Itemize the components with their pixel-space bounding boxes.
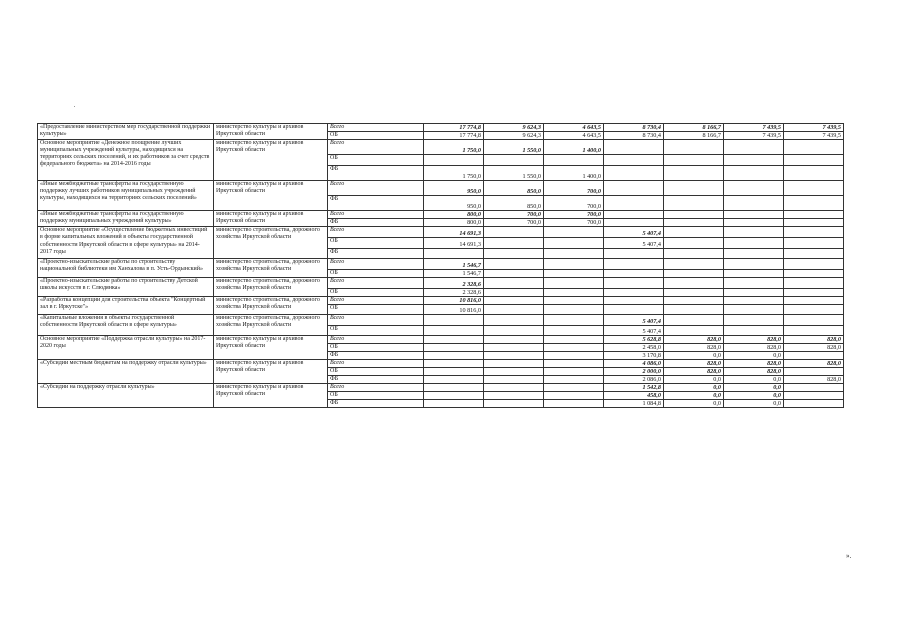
executor-cell: министерство строительства, дорожного хозяйства Иркутской области <box>214 277 328 296</box>
amount-cell-c2019: 828,0 <box>724 336 784 344</box>
amount-cell-c2016 <box>544 227 604 238</box>
amount-cell-c2019 <box>724 304 784 315</box>
amount-cell-c2016 <box>544 315 604 326</box>
amount-cell-c2015: 1 550,0 <box>484 140 544 155</box>
budget-table <box>37 123 844 408</box>
activity-name-cell: «Разработка концепции для строительства объекта "Концертный зал в г. Иркутске"» <box>38 296 214 315</box>
amount-cell-c2020 <box>784 269 844 277</box>
activity-name-cell: «Капитальные вложения в объекты государственной собственности Иркутской области в сфере культуры» <box>38 315 214 336</box>
funding-source-cell: ФБ <box>328 196 424 211</box>
amount-cell-c2019: 0,0 <box>724 376 784 384</box>
amount-cell-c2018 <box>664 219 724 227</box>
amount-cell-c2019: 828,0 <box>724 344 784 352</box>
amount-cell-c2020 <box>784 238 844 249</box>
amount-cell-c2016 <box>544 352 604 360</box>
amount-cell-c2017: 5 628,8 <box>604 336 664 344</box>
amount-cell-c2014: 17 774,8 <box>424 124 484 132</box>
amount-cell-c2018 <box>664 196 724 211</box>
amount-cell-c2015 <box>484 288 544 296</box>
amount-cell-c2017: 2 000,0 <box>604 368 664 376</box>
amount-cell-c2018 <box>664 211 724 219</box>
amount-cell-c2017 <box>604 196 664 211</box>
amount-cell-c2014: 950,0 <box>424 196 484 211</box>
executor-cell: министерство культуры и архивов Иркутской области <box>214 124 328 140</box>
amount-cell-c2015 <box>484 325 544 336</box>
amount-cell-c2020 <box>784 392 844 400</box>
activity-name-cell: Основное мероприятие «Денежное поощрение лучших муниципальных учреждений культуры, находящихся на территориях сельских поселений, и их работников за счет средств федерального бюджета» на 2014-2016 годы <box>38 140 214 181</box>
amount-cell-c2020 <box>784 384 844 392</box>
amount-cell-c2015 <box>484 304 544 315</box>
amount-cell-c2014 <box>424 248 484 259</box>
amount-cell-c2020 <box>784 352 844 360</box>
amount-cell-c2014: 14 691,3 <box>424 238 484 249</box>
amount-cell-c2018 <box>664 269 724 277</box>
amount-cell-c2015 <box>484 269 544 277</box>
amount-cell-c2017: 8 730,4 <box>604 132 664 140</box>
amount-cell-c2018 <box>664 248 724 259</box>
amount-cell-c2015 <box>484 392 544 400</box>
amount-cell-c2014: 14 691,3 <box>424 227 484 238</box>
table-row <box>38 227 844 238</box>
amount-cell-c2014: 2 328,6 <box>424 277 484 288</box>
funding-source-cell: ОБ <box>328 325 424 336</box>
funding-source-cell: ФБ <box>328 352 424 360</box>
amount-cell-c2018 <box>664 259 724 270</box>
amount-cell-c2016: 700,0 <box>544 181 604 196</box>
table-row <box>38 336 844 344</box>
amount-cell-c2015 <box>484 400 544 408</box>
amount-cell-c2014 <box>424 315 484 326</box>
amount-cell-c2016 <box>544 376 604 384</box>
amount-cell-c2018: 0,0 <box>664 352 724 360</box>
amount-cell-c2020 <box>784 219 844 227</box>
table-row <box>38 277 844 288</box>
funding-source-cell: ОБ <box>328 155 424 166</box>
amount-cell-c2015 <box>484 259 544 270</box>
funding-source-cell: Всего <box>328 259 424 270</box>
amount-cell-c2014: 10 816,0 <box>424 304 484 315</box>
amount-cell-c2017 <box>604 211 664 219</box>
amount-cell-c2015 <box>484 296 544 304</box>
amount-cell-c2016: 4 643,5 <box>544 124 604 132</box>
amount-cell-c2020 <box>784 277 844 288</box>
amount-cell-c2017: 3 170,8 <box>604 352 664 360</box>
executor-cell: министерство культуры и архивов Иркутской области <box>214 384 328 408</box>
amount-cell-c2018: 8 166,7 <box>664 132 724 140</box>
executor-cell: министерство культуры и архивов Иркутской области <box>214 181 328 211</box>
amount-cell-c2019 <box>724 259 784 270</box>
amount-cell-c2014 <box>424 336 484 344</box>
funding-source-cell: ФБ <box>328 376 424 384</box>
funding-source-cell: ОБ <box>328 269 424 277</box>
amount-cell-c2020 <box>784 325 844 336</box>
amount-cell-c2017: 2 086,0 <box>604 376 664 384</box>
amount-cell-c2020: 828,0 <box>784 376 844 384</box>
amount-cell-c2018: 8 166,7 <box>664 124 724 132</box>
executor-cell: министерство строительства, дорожного хозяйства Иркутской области <box>214 259 328 278</box>
amount-cell-c2016 <box>544 344 604 352</box>
activity-name-cell: «Проектно-изыскательские работы по строительству Детской школы искусств в г. Слюдянка» <box>38 277 214 296</box>
amount-cell-c2016 <box>544 296 604 304</box>
amount-cell-c2020: 828,0 <box>784 344 844 352</box>
amount-cell-c2019 <box>724 315 784 326</box>
amount-cell-c2016: 700,0 <box>544 196 604 211</box>
amount-cell-c2016: 1 400,0 <box>544 165 604 180</box>
amount-cell-c2015: 9 624,3 <box>484 132 544 140</box>
amount-cell-c2015: 850,0 <box>484 196 544 211</box>
amount-cell-c2014 <box>424 368 484 376</box>
amount-cell-c2020: 828,0 <box>784 336 844 344</box>
amount-cell-c2017: 1 084,8 <box>604 400 664 408</box>
amount-cell-c2018 <box>664 140 724 155</box>
activity-name-cell: «Иные межбюджетные трансферты на государственную поддержку лучших работников муниципальных учреждений культуры, находящихся на территориях сельских поселений» <box>38 181 214 211</box>
funding-source-cell: Всего <box>328 336 424 344</box>
activity-name-cell: Основное мероприятие «Осуществление бюджетных инвестиций в форме капитальных вложений в объекты государственной собственности Иркутской области в сфере культуры» на 2014-2017 годы <box>38 227 214 259</box>
amount-cell-c2018 <box>664 227 724 238</box>
amount-cell-c2018 <box>664 181 724 196</box>
amount-cell-c2018: 828,0 <box>664 360 724 368</box>
amount-cell-c2014 <box>424 325 484 336</box>
amount-cell-c2019 <box>724 165 784 180</box>
amount-cell-c2015 <box>484 238 544 249</box>
amount-cell-c2018: 828,0 <box>664 336 724 344</box>
amount-cell-c2020 <box>784 181 844 196</box>
amount-cell-c2017 <box>604 259 664 270</box>
amount-cell-c2019: 828,0 <box>724 368 784 376</box>
amount-cell-c2015: 700,0 <box>484 211 544 219</box>
funding-source-cell: ФБ <box>328 219 424 227</box>
amount-cell-c2018 <box>664 155 724 166</box>
funding-source-cell: ОБ <box>328 304 424 315</box>
amount-cell-c2020 <box>784 227 844 238</box>
amount-cell-c2019 <box>724 248 784 259</box>
amount-cell-c2020 <box>784 165 844 180</box>
amount-cell-c2015 <box>484 352 544 360</box>
amount-cell-c2020 <box>784 288 844 296</box>
amount-cell-c2015: 700,0 <box>484 219 544 227</box>
funding-source-cell: Всего <box>328 124 424 132</box>
funding-source-cell: Всего <box>328 211 424 219</box>
amount-cell-c2020 <box>784 368 844 376</box>
table-row <box>38 315 844 326</box>
amount-cell-c2020 <box>784 315 844 326</box>
amount-cell-c2018: 828,0 <box>664 344 724 352</box>
amount-cell-c2017: 2 458,0 <box>604 344 664 352</box>
funding-source-cell: Всего <box>328 296 424 304</box>
amount-cell-c2014 <box>424 376 484 384</box>
table-row <box>38 124 844 132</box>
amount-cell-c2016 <box>544 304 604 315</box>
amount-cell-c2018: 0,0 <box>664 384 724 392</box>
amount-cell-c2014: 1 750,0 <box>424 140 484 155</box>
amount-cell-c2018 <box>664 165 724 180</box>
amount-cell-c2014: 800,0 <box>424 211 484 219</box>
funding-source-cell: Всего <box>328 384 424 392</box>
amount-cell-c2014 <box>424 400 484 408</box>
amount-cell-c2018 <box>664 288 724 296</box>
amount-cell-c2020 <box>784 140 844 155</box>
activity-name-cell: Основное мероприятие «Поддержка отрасли культуры» на 2017-2020 годы <box>38 336 214 360</box>
amount-cell-c2014 <box>424 384 484 392</box>
amount-cell-c2014: 17 774,8 <box>424 132 484 140</box>
amount-cell-c2016: 1 400,0 <box>544 140 604 155</box>
trailing-mark: ». <box>846 552 852 560</box>
funding-source-cell: ОБ <box>328 288 424 296</box>
amount-cell-c2020 <box>784 155 844 166</box>
amount-cell-c2017: 5 407,4 <box>604 227 664 238</box>
amount-cell-c2014: 1 546,7 <box>424 269 484 277</box>
table-row <box>38 360 844 368</box>
amount-cell-c2018 <box>664 304 724 315</box>
amount-cell-c2017: 8 730,4 <box>604 124 664 132</box>
funding-source-cell: ФБ <box>328 165 424 180</box>
amount-cell-c2019: 828,0 <box>724 360 784 368</box>
amount-cell-c2015 <box>484 315 544 326</box>
amount-cell-c2016 <box>544 325 604 336</box>
amount-cell-c2020: 7 439,5 <box>784 124 844 132</box>
amount-cell-c2016 <box>544 277 604 288</box>
amount-cell-c2018 <box>664 296 724 304</box>
amount-cell-c2017 <box>604 155 664 166</box>
amount-cell-c2019 <box>724 269 784 277</box>
table-row <box>38 296 844 304</box>
amount-cell-c2020 <box>784 248 844 259</box>
amount-cell-c2017 <box>604 296 664 304</box>
amount-cell-c2018: 0,0 <box>664 376 724 384</box>
amount-cell-c2016 <box>544 360 604 368</box>
amount-cell-c2019 <box>724 155 784 166</box>
funding-source-cell: ОБ <box>328 344 424 352</box>
amount-cell-c2019: 7 439,5 <box>724 132 784 140</box>
amount-cell-c2015 <box>484 155 544 166</box>
amount-cell-c2018: 828,0 <box>664 368 724 376</box>
funding-source-cell: Всего <box>328 315 424 326</box>
funding-source-cell: ФБ <box>328 248 424 259</box>
amount-cell-c2014 <box>424 155 484 166</box>
funding-source-cell: ФБ <box>328 400 424 408</box>
amount-cell-c2014: 800,0 <box>424 219 484 227</box>
amount-cell-c2015: 850,0 <box>484 181 544 196</box>
amount-cell-c2015: 9 624,3 <box>484 124 544 132</box>
executor-cell: министерство строительства, дорожного хозяйства Иркутской области <box>214 227 328 259</box>
amount-cell-c2019 <box>724 288 784 296</box>
amount-cell-c2017 <box>604 181 664 196</box>
amount-cell-c2018 <box>664 315 724 326</box>
amount-cell-c2015 <box>484 360 544 368</box>
table-row <box>38 384 844 392</box>
amount-cell-c2018 <box>664 277 724 288</box>
amount-cell-c2020 <box>784 304 844 315</box>
amount-cell-c2016: 700,0 <box>544 211 604 219</box>
executor-cell: министерство строительства, дорожного хозяйства Иркутской области <box>214 315 328 336</box>
amount-cell-c2016 <box>544 368 604 376</box>
amount-cell-c2017: 458,0 <box>604 392 664 400</box>
amount-cell-c2019: 0,0 <box>724 384 784 392</box>
amount-cell-c2016 <box>544 392 604 400</box>
amount-cell-c2016 <box>544 384 604 392</box>
amount-cell-c2016: 4 643,5 <box>544 132 604 140</box>
table-row <box>38 140 844 155</box>
activity-name-cell: «Субсидии местным бюджетам на поддержку отрасли культуры» <box>38 360 214 384</box>
funding-source-cell: Всего <box>328 360 424 368</box>
amount-cell-c2015 <box>484 248 544 259</box>
amount-cell-c2018 <box>664 238 724 249</box>
amount-cell-c2017 <box>604 165 664 180</box>
table-row <box>38 181 844 196</box>
executor-cell: министерство культуры и архивов Иркутской области <box>214 360 328 384</box>
funding-source-cell: ОБ <box>328 238 424 249</box>
amount-cell-c2020 <box>784 211 844 219</box>
amount-cell-c2016 <box>544 248 604 259</box>
table-row <box>38 259 844 270</box>
amount-cell-c2014: 1 750,0 <box>424 165 484 180</box>
amount-cell-c2019 <box>724 277 784 288</box>
amount-cell-c2019 <box>724 211 784 219</box>
amount-cell-c2014: 2 328,6 <box>424 288 484 296</box>
amount-cell-c2018: 0,0 <box>664 400 724 408</box>
amount-cell-c2019 <box>724 196 784 211</box>
amount-cell-c2020 <box>784 296 844 304</box>
executor-cell: министерство строительства, дорожного хозяйства Иркутской области <box>214 296 328 315</box>
amount-cell-c2017 <box>604 248 664 259</box>
amount-cell-c2017: 1 542,8 <box>604 384 664 392</box>
amount-cell-c2016 <box>544 238 604 249</box>
amount-cell-c2019 <box>724 238 784 249</box>
amount-cell-c2020: 7 439,5 <box>784 132 844 140</box>
amount-cell-c2019 <box>724 140 784 155</box>
amount-cell-c2015 <box>484 376 544 384</box>
amount-cell-c2020 <box>784 196 844 211</box>
amount-cell-c2020: 828,0 <box>784 360 844 368</box>
amount-cell-c2015 <box>484 368 544 376</box>
amount-cell-c2016 <box>544 288 604 296</box>
amount-cell-c2014: 1 546,7 <box>424 259 484 270</box>
amount-cell-c2019 <box>724 219 784 227</box>
amount-cell-c2015 <box>484 344 544 352</box>
amount-cell-c2020 <box>784 259 844 270</box>
table-body <box>38 124 844 408</box>
funding-source-cell: ОБ <box>328 368 424 376</box>
amount-cell-c2014: 950,0 <box>424 181 484 196</box>
funding-source-cell: ОБ <box>328 132 424 140</box>
amount-cell-c2014: 10 816,0 <box>424 296 484 304</box>
activity-name-cell: «Иные межбюджетные трансферты на государственную поддержку муниципальных учреждений культуры» <box>38 211 214 227</box>
activity-name-cell: «Субсидии на поддержку отрасли культуры» <box>38 384 214 408</box>
amount-cell-c2015 <box>484 384 544 392</box>
amount-cell-c2019 <box>724 296 784 304</box>
amount-cell-c2014 <box>424 344 484 352</box>
amount-cell-c2016 <box>544 269 604 277</box>
amount-cell-c2020 <box>784 400 844 408</box>
amount-cell-c2014 <box>424 360 484 368</box>
table-row <box>38 211 844 219</box>
amount-cell-c2019: 0,0 <box>724 400 784 408</box>
scan-speck <box>74 106 75 107</box>
amount-cell-c2016 <box>544 155 604 166</box>
executor-cell: министерство культуры и архивов Иркутской области <box>214 140 328 181</box>
amount-cell-c2019: 0,0 <box>724 352 784 360</box>
funding-source-cell: ОБ <box>328 392 424 400</box>
amount-cell-c2017 <box>604 304 664 315</box>
amount-cell-c2015: 1 550,0 <box>484 165 544 180</box>
amount-cell-c2017 <box>604 140 664 155</box>
activity-name-cell: «Предоставление министерством мер государственной поддержки культуры» <box>38 124 214 140</box>
amount-cell-c2019 <box>724 181 784 196</box>
amount-cell-c2018: 0,0 <box>664 392 724 400</box>
amount-cell-c2015 <box>484 227 544 238</box>
amount-cell-c2017: 5 407,4 <box>604 238 664 249</box>
amount-cell-c2017 <box>604 288 664 296</box>
amount-cell-c2019: 0,0 <box>724 392 784 400</box>
amount-cell-c2017: 5 407,4 <box>604 315 664 326</box>
amount-cell-c2019 <box>724 227 784 238</box>
amount-cell-c2015 <box>484 336 544 344</box>
amount-cell-c2016: 700,0 <box>544 219 604 227</box>
amount-cell-c2019 <box>724 325 784 336</box>
activity-name-cell: «Проектно-изыскательские работы по строительству национальной библиотеки им Ханхалова в п. Усть-Ордынский» <box>38 259 214 278</box>
funding-source-cell: Всего <box>328 277 424 288</box>
amount-cell-c2017: 4 086,0 <box>604 360 664 368</box>
amount-cell-c2016 <box>544 400 604 408</box>
amount-cell-c2014 <box>424 352 484 360</box>
amount-cell-c2016 <box>544 336 604 344</box>
funding-source-cell: Всего <box>328 181 424 196</box>
amount-cell-c2016 <box>544 259 604 270</box>
funding-source-cell: Всего <box>328 227 424 238</box>
amount-cell-c2017 <box>604 219 664 227</box>
amount-cell-c2014 <box>424 392 484 400</box>
amount-cell-c2017 <box>604 269 664 277</box>
executor-cell: министерство культуры и архивов Иркутской области <box>214 211 328 227</box>
executor-cell: министерство культуры и архивов Иркутской области <box>214 336 328 360</box>
amount-cell-c2018 <box>664 325 724 336</box>
funding-source-cell: Всего <box>328 140 424 155</box>
amount-cell-c2019: 7 439,5 <box>724 124 784 132</box>
amount-cell-c2017: 5 407,4 <box>604 325 664 336</box>
amount-cell-c2015 <box>484 277 544 288</box>
amount-cell-c2017 <box>604 277 664 288</box>
